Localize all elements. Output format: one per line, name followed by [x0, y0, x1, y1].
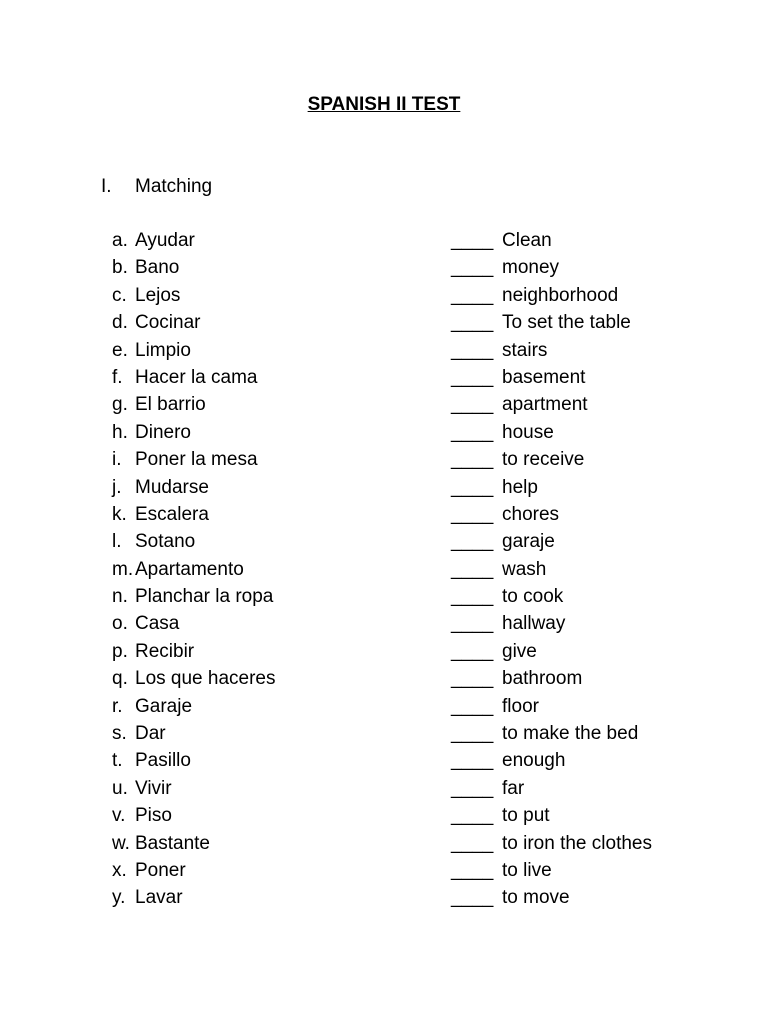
answer-blank: ____	[451, 476, 494, 498]
english-definition: To set the table	[502, 312, 631, 334]
matching-list	[0, 229, 768, 914]
english-definition: help	[502, 476, 538, 498]
english-definition: neighborhood	[502, 284, 619, 306]
item-letter: u.	[112, 777, 128, 799]
spanish-term: Sotano	[135, 531, 196, 553]
spanish-term: Dar	[135, 723, 166, 745]
matching-row	[0, 640, 768, 667]
item-letter: t.	[112, 750, 123, 772]
spanish-term: Lavar	[135, 887, 183, 909]
spanish-term: Casa	[135, 613, 180, 635]
answer-blank: ____	[451, 613, 494, 635]
english-definition: far	[502, 777, 525, 799]
item-letter: h.	[112, 421, 128, 443]
answer-blank: ____	[451, 421, 494, 443]
answer-blank: ____	[451, 394, 494, 416]
answer-blank: ____	[451, 859, 494, 881]
answer-blank: ____	[451, 449, 494, 471]
item-letter: k.	[112, 503, 127, 525]
item-letter: m.	[112, 558, 134, 580]
matching-row	[0, 804, 768, 831]
spanish-term: Mudarse	[135, 476, 209, 498]
matching-row	[0, 722, 768, 749]
english-definition: apartment	[502, 394, 588, 416]
answer-blank: ____	[451, 339, 494, 361]
matching-row	[0, 832, 768, 859]
english-definition: to move	[502, 887, 570, 909]
english-definition: floor	[502, 695, 539, 717]
matching-row	[0, 229, 768, 256]
matching-row	[0, 585, 768, 612]
item-letter: e.	[112, 339, 128, 361]
item-letter: p.	[112, 640, 128, 662]
english-definition: garaje	[502, 531, 555, 553]
english-definition: stairs	[502, 339, 548, 361]
spanish-term: El barrio	[135, 394, 206, 416]
answer-blank: ____	[451, 586, 494, 608]
matching-row	[0, 448, 768, 475]
answer-blank: ____	[451, 887, 494, 909]
spanish-term: Piso	[135, 805, 172, 827]
spanish-term: Garaje	[135, 695, 193, 717]
english-definition: to make the bed	[502, 723, 639, 745]
spanish-term: Los que haceres	[135, 668, 276, 690]
english-definition: chores	[502, 503, 560, 525]
matching-row	[0, 612, 768, 639]
english-definition: to put	[502, 805, 550, 827]
answer-blank: ____	[451, 312, 494, 334]
spanish-term: Poner la mesa	[135, 449, 258, 471]
matching-row	[0, 530, 768, 557]
spanish-term: Recibir	[135, 640, 195, 662]
english-definition: money	[502, 257, 560, 279]
item-letter: y.	[112, 887, 126, 909]
answer-blank: ____	[451, 640, 494, 662]
answer-blank: ____	[451, 503, 494, 525]
item-letter: n.	[112, 586, 128, 608]
answer-blank: ____	[451, 695, 494, 717]
item-letter: b.	[112, 257, 128, 279]
matching-row	[0, 421, 768, 448]
item-letter: o.	[112, 613, 128, 635]
item-letter: l.	[112, 531, 122, 553]
english-definition: hallway	[502, 613, 566, 635]
matching-row	[0, 558, 768, 585]
english-definition: basement	[502, 366, 586, 388]
english-definition: to cook	[502, 586, 564, 608]
answer-blank: ____	[451, 750, 494, 772]
item-letter: g.	[112, 394, 128, 416]
item-letter: w.	[112, 832, 130, 854]
english-definition: wash	[502, 558, 547, 580]
matching-row	[0, 256, 768, 283]
matching-row	[0, 695, 768, 722]
item-letter: r.	[112, 695, 123, 717]
item-letter: c.	[112, 284, 127, 306]
answer-blank: ____	[451, 558, 494, 580]
matching-row	[0, 503, 768, 530]
english-definition: bathroom	[502, 668, 583, 690]
answer-blank: ____	[451, 257, 494, 279]
item-letter: s.	[112, 723, 127, 745]
spanish-term: Limpio	[135, 339, 191, 361]
matching-row	[0, 393, 768, 420]
page-title: SPANISH II TEST	[307, 94, 461, 115]
matching-row	[0, 886, 768, 913]
section-heading	[101, 175, 212, 199]
spanish-term: Poner	[135, 859, 186, 881]
answer-blank: ____	[451, 230, 494, 251]
answer-blank: ____	[451, 668, 494, 690]
matching-row	[0, 749, 768, 776]
matching-row	[0, 667, 768, 694]
english-definition: Clean	[502, 230, 552, 251]
spanish-term: Lejos	[135, 284, 181, 306]
spanish-term: Pasillo	[135, 750, 191, 772]
item-letter: f.	[112, 366, 123, 388]
matching-row	[0, 476, 768, 503]
item-letter: d.	[112, 312, 128, 334]
answer-blank: ____	[451, 284, 494, 306]
english-definition: to iron the clothes	[502, 832, 652, 854]
matching-row	[0, 339, 768, 366]
matching-row	[0, 366, 768, 393]
spanish-term: Hacer la cama	[135, 366, 258, 388]
spanish-term: Ayudar	[135, 230, 195, 251]
answer-blank: ____	[451, 805, 494, 827]
english-definition: to live	[502, 859, 552, 881]
spanish-term: Dinero	[135, 421, 191, 443]
answer-blank: ____	[451, 366, 494, 388]
item-letter: x.	[112, 859, 127, 881]
item-letter: q.	[112, 668, 128, 690]
answer-blank: ____	[451, 723, 494, 745]
item-letter: i.	[112, 449, 122, 471]
spanish-term: Apartamento	[135, 558, 244, 580]
spanish-term: Bastante	[135, 832, 210, 854]
matching-row	[0, 311, 768, 338]
spanish-term: Bano	[135, 257, 180, 279]
answer-blank: ____	[451, 832, 494, 854]
answer-blank: ____	[451, 777, 494, 799]
spanish-term: Cocinar	[135, 312, 201, 334]
matching-row	[0, 859, 768, 886]
english-definition: enough	[502, 750, 566, 772]
item-letter: v.	[112, 805, 126, 827]
english-definition: to receive	[502, 449, 585, 471]
spanish-term: Escalera	[135, 503, 209, 525]
matching-row	[0, 777, 768, 804]
section-number: I.	[101, 176, 112, 197]
answer-blank: ____	[451, 531, 494, 553]
english-definition: house	[502, 421, 554, 443]
item-letter: j.	[112, 476, 122, 498]
spanish-term: Planchar la ropa	[135, 586, 274, 608]
english-definition: give	[502, 640, 537, 662]
matching-row	[0, 284, 768, 311]
section-title: Matching	[135, 176, 213, 197]
spanish-term: Vivir	[135, 777, 172, 799]
item-letter: a.	[112, 230, 128, 251]
